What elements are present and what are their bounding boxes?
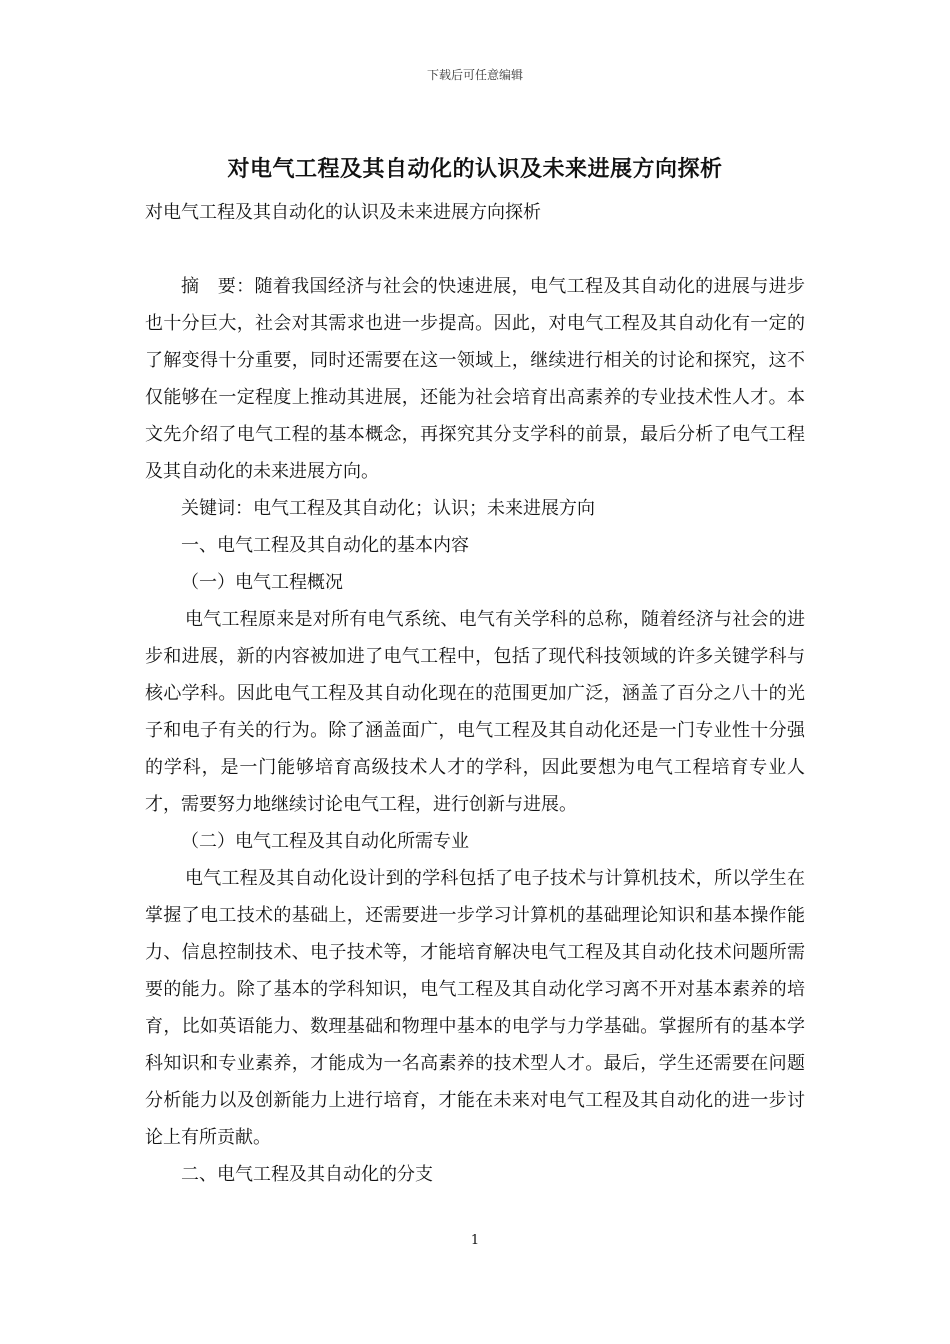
subsection-1-paragraph: 电气工程原来是对所有电气系统、电气有关学科的总称，随着经济与社会的进步和进展，新的内容被加进了电气工程中，包括了现代科技领域的许多关键学科与核心学科。因此电气工程及其自动化现在的范围更加广泛，涵盖了百分之八十的光子和电子有关的行为。除了涵盖面广，电气工程及其自动化还是一门专业性十分强的学科，是一门能够培育高级技术人才的学科，因此要想为电气工程培育专业人才，需要努力地继续讨论电气工程，进行创新与进展。 — [145, 609, 805, 815]
subsection-2-paragraph: 电气工程及其自动化设计到的学科包括了电子技术与计算机技术，所以学生在掌握了电工技术的基础上，还需要进一步学习计算机的基础理论知识和基本操作能力、信息控制技术、电子技术等，才能培育解决电气工程及其自动化技术问题所需要的能力。除了基本的学科知识，电气工程及其自动化学习离不开对基本素养的培育，比如英语能力、数理基础和物理中基本的电学与力学基础。掌握所有的基本学科知识和专业素养，才能成为一名高素养的技术型人才。最后，学生还需要在问题分析能力以及创新能力上进行培育，才能在未来对电气工程及其自动化的进一步讨论上有所贡献。 — [145, 868, 805, 1148]
document-body — [145, 268, 805, 1193]
section-heading-1: 一、电气工程及其自动化的基本内容 — [181, 535, 469, 556]
keywords-line: 关键词：电气工程及其自动化；认识；未来进展方向 — [181, 498, 595, 519]
subsection-heading-1: （一）电气工程概况 — [181, 572, 343, 593]
subsection-heading-2: （二）电气工程及其自动化所需专业 — [181, 831, 469, 852]
section-heading-2: 二、电气工程及其自动化的分支 — [181, 1164, 433, 1185]
document-title: 对电气工程及其自动化的认识及未来进展方向探析 — [227, 157, 723, 182]
document-subtitle: 对电气工程及其自动化的认识及未来进展方向探析 — [145, 202, 541, 223]
page-number: 1 — [470, 1233, 480, 1248]
abstract-paragraph: 摘 要：随着我国经济与社会的快速进展，电气工程及其自动化的进展与进步也十分巨大，社会对其需求也进一步提高。因此，对电气工程及其自动化有一定的了解变得十分重要，同时还需要在这一领域上，继续进行相关的讨论和探究，这不仅能够在一定程度上推动其进展，还能为社会培育出高素养的专业技术性人才。本文先介绍了电气工程的基本概念，再探究其分支学科的前景，最后分析了电气工程及其自动化的未来进展方向。 — [145, 276, 805, 482]
header-note: 下载后可任意编辑 — [426, 68, 523, 82]
